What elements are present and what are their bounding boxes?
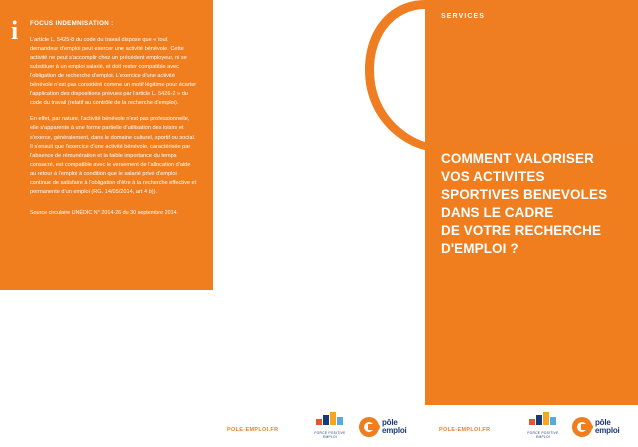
info-i-icon: i <box>11 16 19 45</box>
cover-category-label: SERVICES <box>441 13 486 20</box>
pole-emploi-mark-icon <box>359 417 379 437</box>
cover-title-line-6: D'EMPLOI ? <box>441 240 519 256</box>
footer-right <box>425 405 638 447</box>
pole-emploi-wordmark-right: pôle emploi <box>595 417 620 435</box>
left-panel <box>0 0 213 447</box>
force-positive-logo-right <box>522 412 564 439</box>
footer-url-right[interactable]: POLE-EMPLOI.FR <box>439 427 491 433</box>
focus-paragraph-2: En effet, par nature, l'activité bénévole n'est pas professionnelle, elle s'apparente à une forme partielle d'utilisation des loisirs et s'exerce, généralement, dans le domaine culturel, sportif ou social. Il s'ensuit que l'exercice d'une activité bénévole, caractérisée par l'absence de rémunération et la faible importance du temps consacré, est compatible avec le versement de l'allocation d'aide au retour à l'emploi à condition que le salarié privé d'emploi continue de satisfaire à l'obligation d'être à la recherche effective et permanente d'un emploi (RG. 14/05/2014, art 4 b)). <box>30 116 197 195</box>
force-positive-caption <box>309 431 351 439</box>
cover-title-line-2: VOS ACTIVITES <box>441 168 545 184</box>
force-positive-mark-icon-right <box>528 412 558 428</box>
force-positive-caption-right-line-2: EMPLOI <box>536 434 550 439</box>
cover-panel <box>425 0 638 447</box>
pole-emploi-mark-icon-right <box>572 417 592 437</box>
force-positive-caption-line-2: EMPLOI <box>323 434 337 439</box>
cover-title-line-3: SPORTIVES BENEVOLES <box>441 186 608 202</box>
force-positive-logo <box>309 412 351 439</box>
focus-paragraph-1: L'article L. 5425-8 du code du travail dispose que « tout demandeur d'emploi peut exercer une activité bénévole. Cette activité ne peut s'accomplir chez un précédent employeur, ni se substituer à un emploi salarié, et doit rester compatible avec l'obligation de recherche d'emploi. L'exercice d'une activité bénévole n'est pas considéré comme un motif légitime pour écarter l'application des dispositions prévues par l'article L. 5426-2 » du code du travail (relatif au contrôle de la recherche d'emploi). <box>30 37 197 107</box>
force-positive-caption-right-line-1: FORCE POSITIVE <box>527 430 559 435</box>
pole-emploi-logo <box>359 415 415 439</box>
focus-info-box <box>0 0 213 290</box>
cover-title-line-5: DE VOTRE RECHERCHE <box>441 222 602 238</box>
pole-emploi-logo-right <box>572 415 628 439</box>
footer-left <box>213 405 425 447</box>
middle-panel <box>213 0 425 447</box>
cover-title-line-1: COMMENT VALORISER <box>441 151 594 166</box>
footer-logos-left <box>309 412 415 439</box>
force-positive-caption-line-1: FORCE POSITIVE <box>314 430 346 435</box>
cover-title <box>441 150 626 258</box>
focus-title: FOCUS INDEMNISATION : <box>30 20 114 27</box>
cover-header <box>425 0 638 145</box>
footer-logos-right <box>522 412 628 439</box>
focus-source: Source circulaire UNÉDIC N° 2014-26 du 30 septembre 2014. <box>30 209 179 216</box>
footer-url-left[interactable]: POLE-EMPLOI.FR <box>227 427 279 433</box>
cover-title-line-4: DANS LE CADRE <box>441 204 554 220</box>
force-positive-caption-right <box>522 431 564 439</box>
force-positive-mark-icon <box>315 412 345 428</box>
pole-emploi-wordmark: pôle emploi <box>382 417 407 435</box>
